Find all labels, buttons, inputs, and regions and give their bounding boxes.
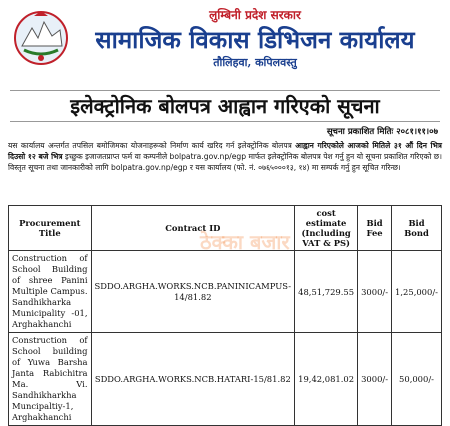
watermark: ठेक्का बजार: [200, 230, 290, 254]
notice-body-part1: यस कार्यालय अन्तर्गत तपसिल बमोजिमका योजनाहरूको निर्माण कार्य खरिद गर्न इलेक्ट्रोनिक बोलपत्र: [8, 141, 296, 150]
header-cost-estimate: cost estimate (Including VAT & PS): [295, 206, 358, 251]
cell-cost-estimate: 48,51,729.55: [295, 251, 358, 333]
header-bid-bond: Bid Bond: [392, 206, 442, 251]
notice-body: [8, 140, 442, 173]
header: [60, 4, 450, 70]
notice-body-part2: इच्छुक इजाजतप्राप्त फर्म वा कम्पनीले bolpatra.gov.np/egp मार्फत इलेक्ट्रोनिक बोलपत्र पेश गर्नु हुन यो सूचना प्रकाशित गरिएको छ। विस्तृत सूचना तथा जानकारीको लागि bolpatra.gov.np/egp र यस कार्यालय (फो. नं. ०७६५०००१३, १४) मा सम्पर्क गर्नु हुन सूचित गरिन्छ।: [8, 152, 443, 172]
cell-procurement-title: Construction of School building of Yuwa Barsha Janta Rabichitra Ma. Vi. Sandhikharkha Muncipaltiy-1, Arghakhanchi: [9, 333, 92, 426]
cell-bid-bond: 50,000/-: [392, 333, 442, 426]
cell-bid-fee: 3000/-: [358, 333, 392, 426]
cell-bid-fee: 3000/-: [358, 251, 392, 333]
header-procurement-title: Procurement Title: [9, 206, 92, 251]
office-name: सामाजिक विकास डिभिजन कार्यालय: [95, 25, 415, 54]
table-row: [9, 251, 442, 333]
cell-procurement-title: Construction of School Building of shree Panini Multiple Campus. Sandhikharka Municipality -01, Arghakhanchi: [9, 251, 92, 333]
notice-body-bold: आह्वान गरिएकोले आजको मितिले ३१ औं दिन भित्र दिउसो १२ बजे भित्र: [8, 141, 443, 161]
cell-cost-estimate: 19,42,081.02: [295, 333, 358, 426]
header-bid-fee: Bid Fee: [358, 206, 392, 251]
header-contract-id: Contract ID: [91, 206, 295, 251]
office-location: तौलिहवा, कपिलवस्तु: [213, 56, 297, 69]
published-date: सूचना प्रकाशित मितिः २०८१।११।०७: [326, 127, 438, 137]
government-name: लुम्बिनी प्रदेश सरकार: [209, 8, 301, 22]
cell-contract-id: SDDO.ARGHA.WORKS.NCB.HATARI-15/81.82: [91, 333, 295, 426]
table-row: [9, 333, 442, 426]
cell-bid-bond: 1,25,000/-: [392, 251, 442, 333]
notice-title: इलेक्ट्रोनिक बोलपत्र आह्वान गरिएको सूचना: [10, 90, 440, 122]
cell-contract-id: SDDO.ARGHA.WORKS.NCB.PANINICAMPUS-14/81.82: [91, 251, 295, 333]
